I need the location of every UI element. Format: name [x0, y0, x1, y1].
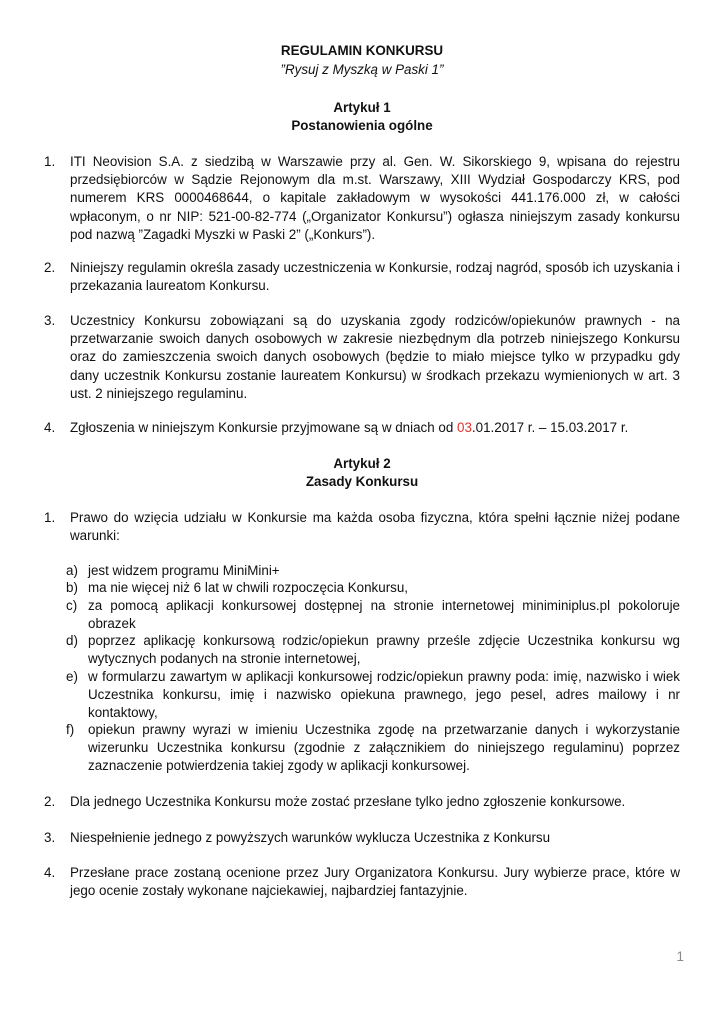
sub-item-letter: d): [66, 633, 78, 648]
item-text: Przesłane prace zostaną ocenione przez Jury Organizatora Konkursu. Jury wybierze prace, które w jego ocenie zostały wykonane najciekawiej, najbardziej fantazyjnie.: [70, 865, 680, 899]
sub-item-letter: e): [66, 669, 78, 684]
item-text: Dla jednego Uczestnika Konkursu może zostać przesłane tylko jedno zgłoszenie konkursowe.: [70, 794, 626, 809]
item-number: 1.: [44, 154, 56, 169]
date-text-suffix: .01.2017 r. – 15.03.2017 r.: [471, 420, 629, 435]
sub-item-text: w formularzu zawartym w aplikacji konkursowej rodzic/opiekun prawny poda: imię, nazwisko i wiek Uczestnika konkursu, imię i nazwisko opiekuna prawnego, jego pesel, adres mailowy i nr kontaktowy,: [88, 669, 680, 721]
page-number: 1: [676, 949, 684, 964]
item-text: Uczestnicy Konkursu zobowiązani są do uzyskania zgody rodziców/opiekunów prawnych - na przetwarzanie swoich danych osobowych w zakresie niezbędnym dla potrzeb niniejszego Konkursu oraz do zamieszczenia swoich danych osobowych (będzie to miało miejsce tylko w przypadku gdy dany uczestnik Konkursu zostanie laureatem Konkursu) w środkach przekazu wymienionych w art. 3 ust. 2 niniejszego regulaminu.: [70, 313, 680, 401]
sub-item-letter: b): [66, 580, 78, 595]
article-2-subheading: Zasady Konkursu: [305, 474, 419, 489]
sub-item-text: za pomocą aplikacji konkursowej dostępnej na stronie internetowej miniminiplus.pl pokoloruje obrazek: [88, 598, 680, 632]
item-number: 2.: [44, 260, 56, 275]
sub-item-letter: f): [66, 722, 75, 737]
document-subtitle: ”Rysuj z Myszką w Paski 1”: [280, 62, 444, 77]
sub-item-text: ma nie więcej niż 6 lat w chwili rozpoczęcia Konkursu,: [88, 580, 409, 595]
document-title: REGULAMIN KONKURSU: [280, 43, 444, 58]
item-number: 2.: [44, 794, 56, 809]
sub-item-text: poprzez aplikację konkursową rodzic/opiekun prawny prześle zdjęcie Uczestnika konkursu wg wytycznych podanych na stronie internetowej,: [88, 633, 680, 667]
item-text: Prawo do wzięcia udziału w Konkursie ma każda osoba fizyczna, która spełni łącznie niżej podane warunki:: [70, 510, 680, 544]
sub-item-text: jest widzem programu MiniMini+: [88, 563, 280, 578]
item-number: 3.: [44, 313, 56, 328]
item-text: Niespełnienie jednego z powyższych warunków wyklucza Uczestnika z Konkursu: [70, 830, 551, 845]
sub-item-letter: c): [66, 598, 78, 613]
item-text: Niniejszy regulamin określa zasady uczestniczenia w Konkursie, rodzaj nagród, sposób ich uzyskania i przekazania laureatom Konkursu.: [70, 260, 680, 294]
date-text-prefix: Zgłoszenia w niniejszym Konkursie przyjmowane są w dniach od: [70, 420, 458, 435]
item-number: 1.: [44, 510, 56, 525]
article-1-subheading: Postanowienia ogólne: [291, 118, 433, 133]
item-number: 4.: [44, 420, 56, 435]
item-number: 3.: [44, 830, 56, 845]
item-number: 4.: [44, 865, 56, 880]
sub-item-text: opiekun prawny wyrazi w imieniu Uczestnika zgodę na przetwarzanie danych i wykorzystanie wizerunku Uczestnika konkursu (zgodnie z załącznikiem do niniejszego regulaminu) poprzez zaznaczenie potwierdzenia takiej zgody w aplikacji konkursowej.: [88, 722, 680, 774]
item-text: ITI Neovision S.A. z siedzibą w Warszawie przy al. Gen. W. Sikorskiego 9, wpisana do rejestru przedsiębiorców w Sądzie Rejonowym dla m.st. Warszawy, XIII Wydział Gospodarczy KRS, pod numerem KRS 0000468644, o kapitale zakładowym w wysokości 441.176.000 zł, w całości wpłaconym, o nr NIP: 521-00-82-774 („Organizator Konkursu”) ogłasza niniejszym zasady konkursu pod nazwą ”Zagadki Myszki w Paski 2” („Konkurs”).: [70, 154, 680, 242]
sub-item-letter: a): [66, 563, 78, 578]
highlighted-date-day: 03: [457, 420, 472, 435]
article-2-heading: Artykuł 2: [333, 456, 391, 471]
item-text: [70, 419, 680, 437]
article-1-heading: Artykuł 1: [333, 100, 391, 115]
